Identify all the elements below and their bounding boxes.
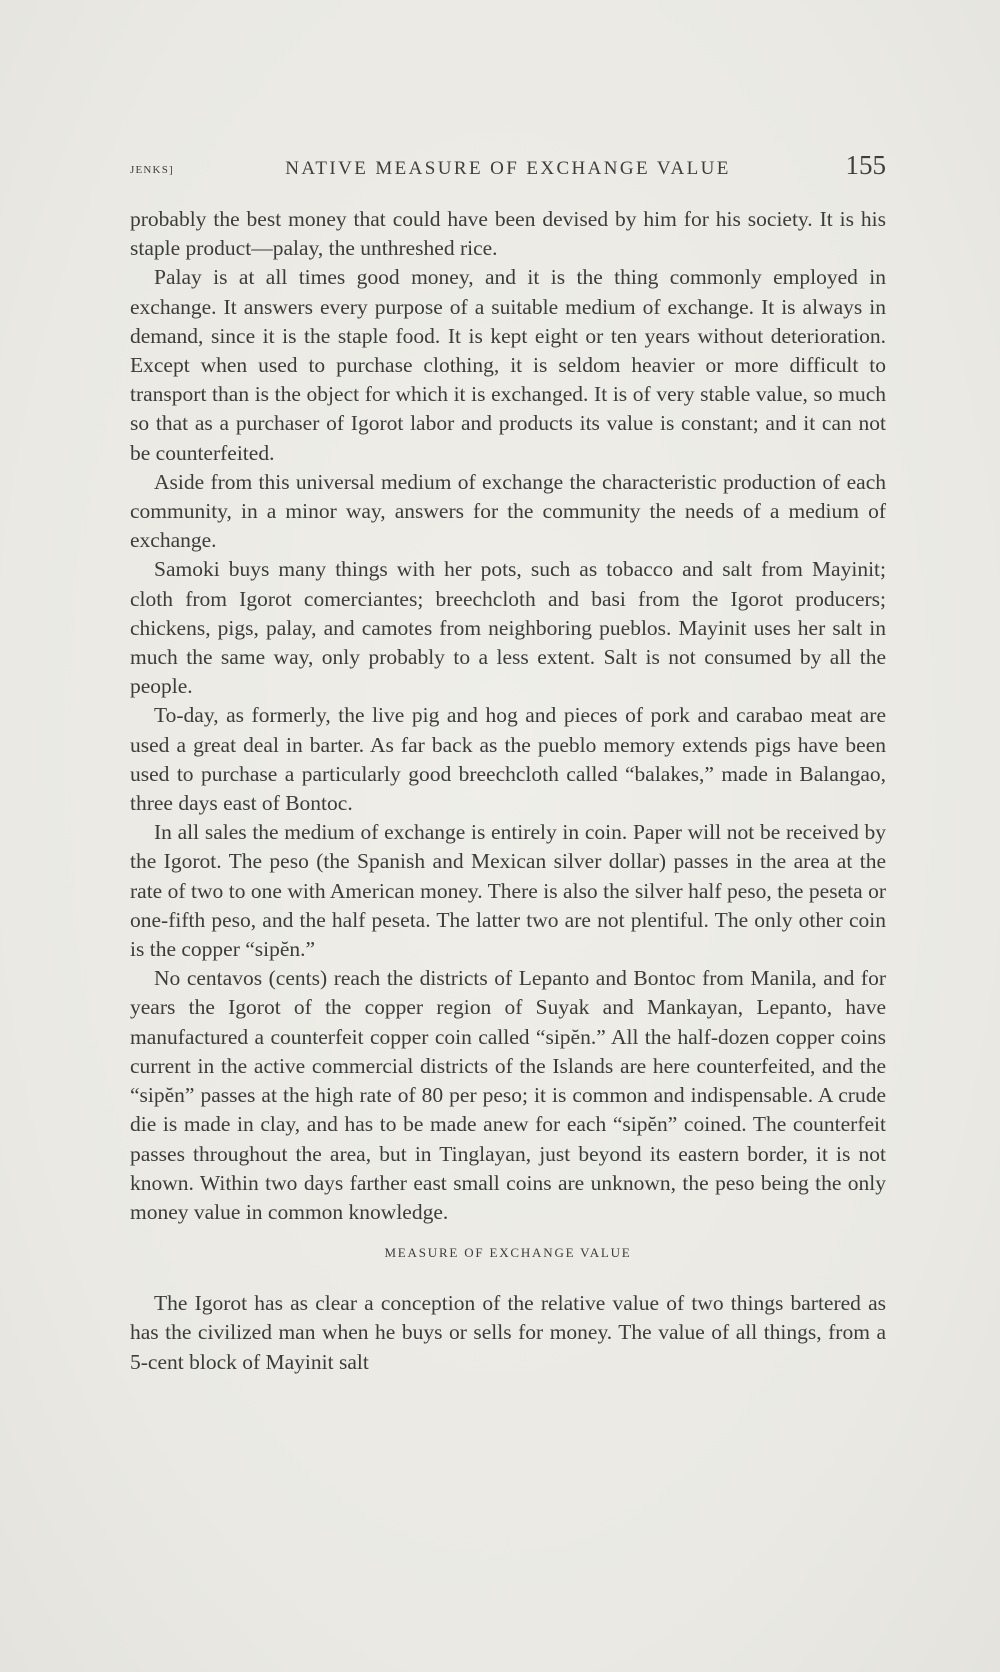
paragraph-continuation: probably the best money that could have been devised by him for his society. It is his staple product—palay, the unthreshed rice. bbox=[130, 207, 886, 261]
page-number: 155 bbox=[845, 150, 886, 180]
running-title: NATIVE MEASURE OF EXCHANGE VALUE bbox=[285, 158, 731, 179]
running-header bbox=[130, 150, 886, 192]
paragraph-sipen: No centavos (cents) reach the districts of Lepanto and Bontoc from Manila, and for years the Igorot of the copper region of Suyak and Mankayan, Lepanto, have manufactured a counterfeit copper coin called “sipĕn.” All the half-dozen copper coins current in the active commercial districts of the Islands are here counterfeited, and the “sipĕn” passes at the high rate of 80 per peso; it is common and indispensable. A crude die is made in clay, and has to be made anew for each “sipĕn” coined. The counterfeit passes throughout the area, but in Tinglayan, just beyond its eastern border, it is not known. Within two days farther east small coins are unknown, the peso being the only money value in common knowledge. bbox=[130, 966, 886, 1224]
section-heading: MEASURE OF EXCHANGE VALUE bbox=[384, 1245, 632, 1261]
running-author: JENKS] bbox=[130, 164, 174, 176]
paragraph-palay: Palay is at all times good money, and it is the thing commonly employed in exchange. It answers every purpose of a suitable medium of exchange. It is always in demand, since it is the staple food. It is kept eight or ten years without deterioration. Except when used to purchase clothing, it is seldom heavier or more difficult to transport than is the object for which it is exchanged. It is of very stable value, so much so that as a purchaser of Igorot labor and products its value is constant; and it can not be counterfeited. bbox=[130, 265, 886, 465]
paragraph-value-conception: The Igorot has as clear a conception of the relative value of two things bartered as has the civilized man when he buys or sells for money. The value of all things, from a 5-cent block of Mayinit salt bbox=[130, 1291, 886, 1374]
body-text bbox=[130, 205, 886, 1377]
paragraph-community-medium: Aside from this universal medium of exchange the characteristic production of each community, in a minor way, answers for the community the needs of a medium of exchange. bbox=[130, 469, 886, 553]
paragraph-samoki: Samoki buys many things with her pots, such as tobacco and salt from Mayinit; cloth from Igorot comerciantes; breechcloth and basi from the Igorot producers; chickens, pigs, palay, and camotes from neighboring pueblos. Mayinit uses her salt in much the same way, only probably to a less extent. Salt is not consumed by all the people. bbox=[130, 557, 886, 699]
paragraph-coin: In all sales the medium of exchange is entirely in coin. Paper will not be received by the Igorot. The peso (the Spanish and Mexican silver dollar) passes in the area at the rate of two to one with American money. There is also the silver half peso, the peseta or one-fifth peso, and the half peseta. The latter two are not plentiful. The only other coin is the copper “sipĕn.” bbox=[130, 820, 886, 962]
paragraph-pig-barter: To-day, as formerly, the live pig and hog and pieces of pork and carabao meat are used a great deal in barter. As far back as the pueblo memory extends pigs have been used to purchase a particularly good breechcloth called “balakes,” made in Balangao, three days east of Bontoc. bbox=[130, 703, 886, 816]
